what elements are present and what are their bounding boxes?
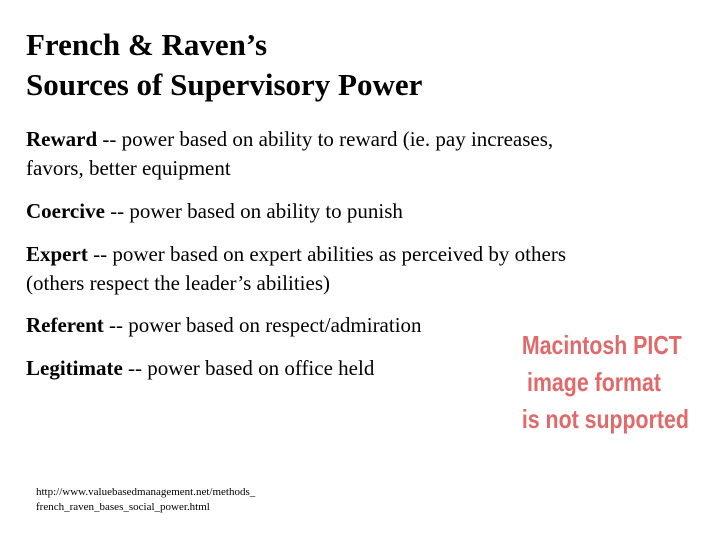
placeholder-line-2: image format bbox=[527, 367, 661, 397]
item-line-1 bbox=[26, 197, 686, 226]
item-term: Reward bbox=[26, 127, 98, 151]
item-line-1 bbox=[26, 240, 686, 269]
placeholder-line-3: is not supported bbox=[521, 404, 689, 434]
item-term: Legitimate bbox=[26, 356, 123, 380]
power-item-coercive bbox=[26, 197, 686, 226]
item-line-2: (others respect the leader’s abilities) bbox=[26, 271, 330, 295]
power-item-reward bbox=[26, 125, 686, 183]
item-line-1 bbox=[26, 125, 686, 154]
item-line-2: favors, better equipment bbox=[26, 156, 231, 180]
slide-title bbox=[26, 25, 686, 105]
item-term: Expert bbox=[26, 242, 88, 266]
item-description: -- power based on ability to punish bbox=[104, 199, 403, 223]
title-line-2: Sources of Supervisory Power bbox=[26, 67, 423, 102]
item-term: Referent bbox=[26, 313, 104, 337]
unsupported-image-placeholder bbox=[521, 327, 689, 447]
source-url-line-2: french_raven_bases_social_power.html bbox=[36, 501, 210, 513]
source-url bbox=[36, 485, 296, 515]
title-line-1: French & Raven’s bbox=[26, 27, 268, 62]
power-item-expert bbox=[26, 240, 686, 298]
source-url-line-1: http://www.valuebasedmanagement.net/methods_ bbox=[36, 486, 256, 498]
item-description: -- power based on respect/admiration bbox=[103, 313, 422, 337]
placeholder-line-1: Macintosh PICT bbox=[521, 330, 682, 360]
item-description: -- power based on ability to reward (ie. pay increases, bbox=[97, 127, 554, 151]
item-description: -- power based on office held bbox=[122, 356, 375, 380]
item-term: Coercive bbox=[26, 199, 105, 223]
item-description: -- power based on expert abilities as perceived by others bbox=[87, 242, 566, 266]
